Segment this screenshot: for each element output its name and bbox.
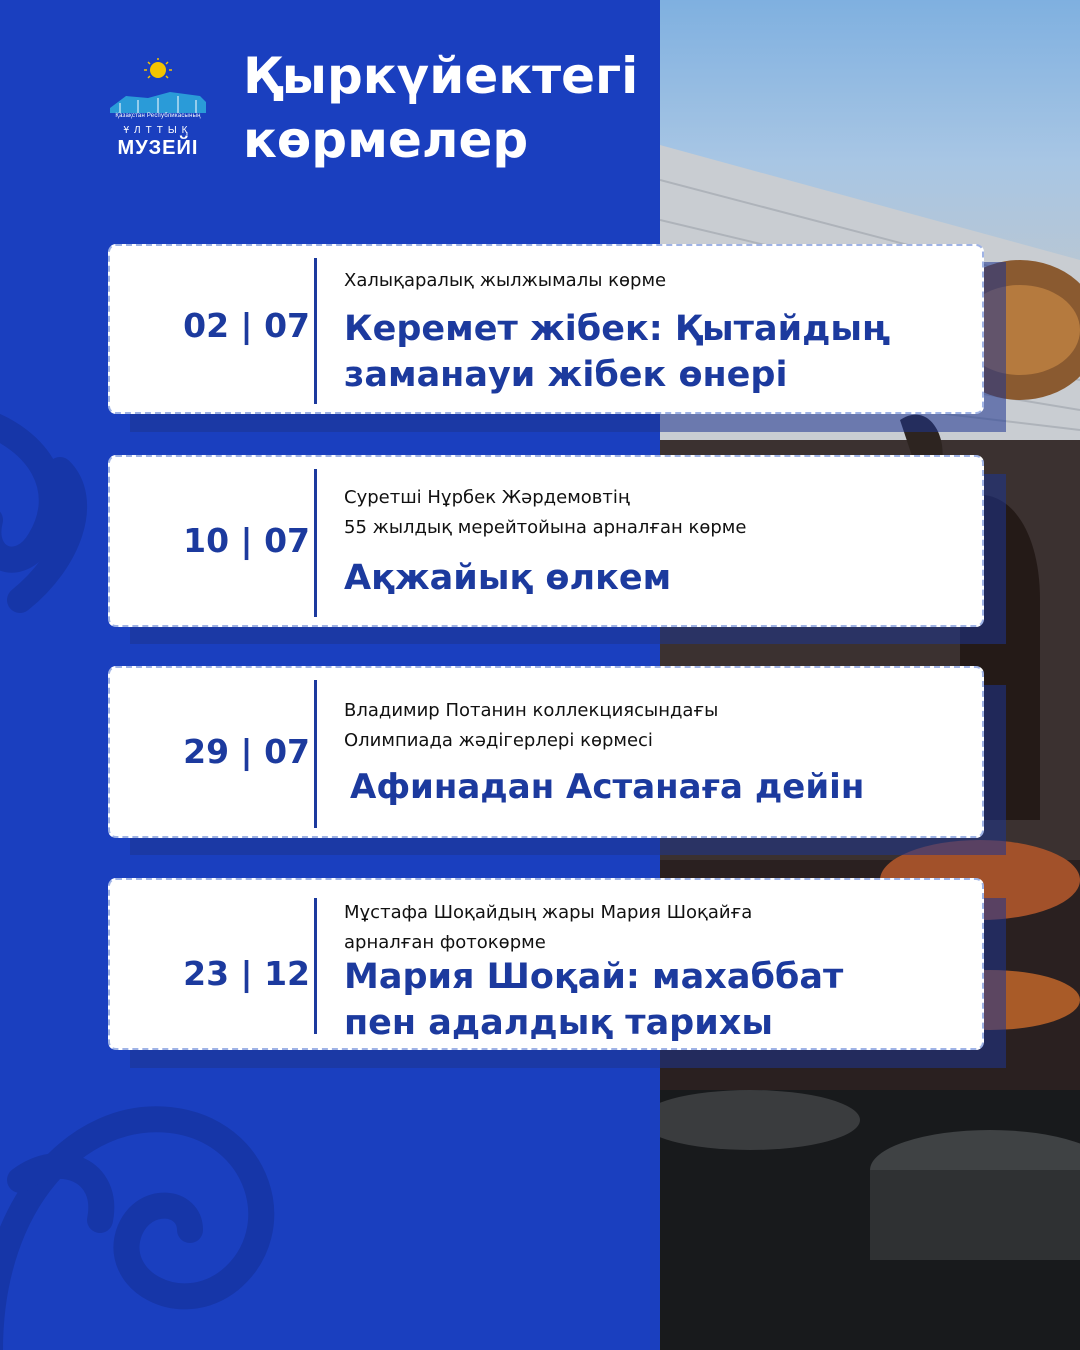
exhibition-subtitle: Халықаралық жылжымалы көрме — [344, 270, 667, 291]
exhibition-name: Афинадан Астанаға дейін — [350, 767, 865, 807]
divider-line — [314, 469, 317, 617]
exhibition-name: Ақжайық өлкем — [344, 558, 672, 598]
divider-line — [314, 680, 317, 828]
logo-text-national: ҰЛТТЫҚ — [123, 125, 193, 136]
exhibition-subtitle: Владимир Потанин коллекциясындағы Олимпиада жәдігерлері көрмесі — [344, 700, 719, 751]
page-title-line1: Қыркүйектегі — [243, 47, 639, 105]
exhibition-date: 10 | 07 — [183, 521, 310, 560]
exhibition-date: 29 | 07 — [183, 732, 310, 771]
divider-line — [314, 898, 317, 1034]
page-title — [243, 44, 638, 172]
exhibition-card[interactable] — [108, 666, 984, 838]
exhibition-card[interactable] — [108, 244, 984, 414]
exhibition-subtitle: Мұстафа Шоқайдың жары Мария Шоқайға арналған фотокөрме — [344, 902, 753, 953]
logo-text-republic: Қазақстан Республикасының — [115, 113, 201, 119]
exhibition-card[interactable] — [108, 878, 984, 1050]
exhibition-subtitle: Суретші Нұрбек Жәрдемовтің 55 жылдық мерейтойына арналған көрме — [344, 487, 747, 538]
exhibition-card[interactable] — [108, 455, 984, 627]
exhibition-date: 02 | 07 — [183, 306, 310, 345]
exhibition-name: Мария Шоқай: махаббат пен адалдық тарихы — [344, 957, 844, 1043]
exhibition-date: 23 | 12 — [183, 954, 310, 993]
logo-text-museum: МУЗЕЙІ — [117, 137, 199, 159]
page-title-line2: көрмелер — [243, 111, 529, 169]
exhibition-name: Керемет жібек: Қытайдың заманауи жібек өнері — [344, 309, 891, 395]
sun-icon — [144, 58, 172, 78]
divider-line — [314, 258, 317, 404]
